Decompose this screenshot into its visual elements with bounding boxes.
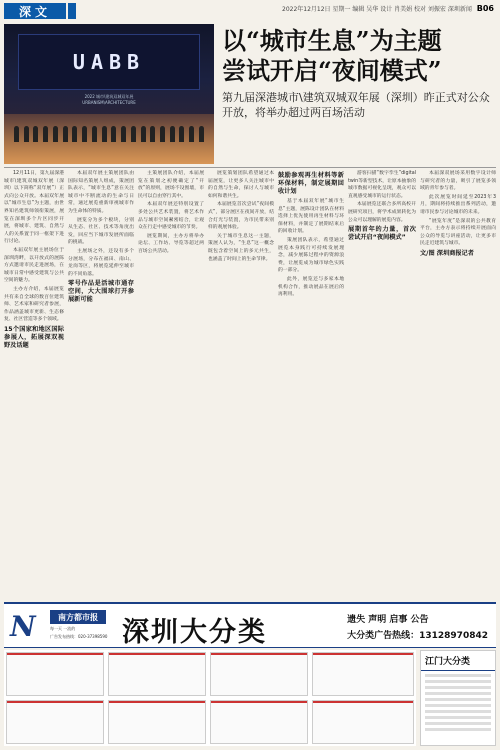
paragraph: 展览策划团队希望通过本届展览，让更多人关注城市中的自然与生命，探讨人与城市如何和谐共生。 [208,171,274,199]
jiangmen-lines [421,671,495,737]
listing-cell [108,700,206,744]
paragraph: 主办方介绍，本届展览共有来自全球的数百位建筑师、艺术家和研究者参展，作品涵盖城市更新、生态修复、社区营造等多个领域。 [4,286,64,323]
paragraph: 本届深双展场采用数字设计师与研究者的力量，吸引了展览多领域的青年参与者。 [420,171,496,192]
article-column-1 [4,170,64,660]
paragraph: 基于本届双年展“城市生息”主题，展陈设计团队在材料选择上优先使用再生材料与环保材料，并制定了展期结束后的回收计划。 [278,199,344,235]
ad-categories: 遗失 声明 启事 公告 [347,615,429,625]
listing-cell [210,652,308,696]
ad-phone: 大分类广告热线：13128970842 [347,631,488,641]
page-meta [282,4,494,13]
paragraph: 本届双年展主策展团队由国际知名策展人组成，策展团队表示，“城市生息”意在关注城市中不断流动的生命与日常，通过展览重新审视城市作为生命体的特质。 [68,171,134,214]
paragraph: 本届双年展还特别设置了多处公共艺术装置，将艺术作品与城市空间紧密结合，让观众在行走中感受城市的节奏。 [138,202,204,231]
paragraph: “展览年度”是深双的公共教育平台，主办方表示将持续开展面向公众的导览与讲座活动，让更多市民走近建筑与城市。 [420,218,496,247]
section-divider [4,167,496,168]
paragraph: 展览分为多个板块，分别从生态、社区、技术等角度出发，回应当下城市发展所面临的挑战。 [68,217,134,246]
classified-listings [4,650,416,746]
stage-screen [18,34,200,90]
listing-cell [6,700,104,744]
newspaper-logo-icon: N [10,610,36,643]
stage-screen-text: UABB [72,50,146,74]
ad-hotline: 广告发布热线：020-37398590 [50,634,108,639]
newspaper-slogan: 每一天 一流的 [50,626,76,631]
byline: 文/图 深圳商报记者 [420,249,474,257]
listing-cell [6,652,104,696]
subsection-title-1: 15个国家和地区国际参展人，拓展深双视野及话题 [4,325,64,349]
paragraph: 展览期间，主办方将举办论坛、工作坊、导览等超过两百场公共活动。 [138,233,204,254]
listing-cell [312,700,414,744]
headline-line-1: 以“城市生息”为主题 [222,26,442,55]
jiangmen-title: 江门大分类 [421,651,495,671]
subsection-title-2: 零号作品是活城市通存空间，大大围球打开参展新可能 [68,280,134,304]
page-label: 深圳新闻 [447,6,472,13]
paragraph: 12月11日，第九届深港城市\建筑双城双年展（深圳）以下简称“双年展”）正式向公众开放。本届双年展以“城市生息”为主题，由世界知名建筑师领衔策展，展览在深圳多个片区同步开展，将城市、建筑、自然与人的关系置于同一框架下进行讨论。 [4,171,64,245]
listing-cell [312,652,414,696]
ad-info [347,612,488,641]
headline [222,26,496,86]
paragraph: 此次展览时间延至2023年3月，期间将持续推出系列活动，邀请市民参与讨论城市的未来。 [420,194,496,215]
article-column-2 [68,170,134,660]
audience-silhouettes [14,122,204,142]
listing-cell [108,652,206,696]
news-photo [4,24,214,164]
paragraph: 关于城市生息这一主题，策展人认为，“生息”这一概念既包含着空间上的多元共生，也涵盖了时间上的生命节律。 [208,233,274,262]
paragraph: 主展场之外，还设有多个分展场，分布在福田、南山、龙岗等区，将展览延伸至城市的不同角落。 [68,248,134,277]
paragraph: 本届展览还联合多所高校开展研究项目，将学术成果转化为公众可以理解的展览内容。 [348,202,416,223]
section-tab [4,3,66,19]
subheadline: 第九届深港城市\建筑双城双年展（深圳）昨正式对公众开放，将举办超过两百场活动 [222,91,490,119]
page-header [0,0,500,20]
newspaper-brand: 南方都市报 [50,610,106,624]
paragraph: 本届展览首次尝试“夜间模式”，部分展区在夜间开放，结合灯光与装置，为市民带来别样的观展体验。 [208,202,274,231]
paragraph: 策展团队表示，希望通过展览本身践行可持续发展理念，减少展陈过程中的资源浪费，让展览成为城市绿色实践的一部分。 [278,237,344,274]
article-column-7 [420,170,496,660]
article-column-6 [348,170,416,660]
paragraph: 此外，展览还与多家本地机构合作，推动展品在展后的再利用。 [278,276,344,298]
edition-meta: 2022年12月12日 星期一 编辑 吴华 设计 肖美娟 校对 刘振宏 [282,6,446,13]
article-column-3 [138,170,204,660]
classified-ad-banner [4,602,496,648]
paragraph: 主策展团队介绍，本届展览在策划之初便确定了“开放”的原则，展场不设围墙，市民可以自由穿行其中。 [138,171,204,199]
classified-title: 深圳大分类 [122,617,267,648]
stage-caption: 2022 城市\建筑双城双年展 URBANISM\ARCHITECTURE [82,94,136,105]
paragraph: 游客扫描“数字孪生”digital twin等新型技术，让原本抽象的城市数据可视化呈现，观众可以直观感受城市的运行状态。 [348,171,416,199]
subsection-title-3: 鼓励参观再生材料等新环保材料，制定展期回收计划 [278,172,344,195]
subsection-title-4: 展期首年的力量，首次尝试开启“夜间模式” [348,226,416,242]
listing-cell [210,700,308,744]
jiangmen-classifieds [420,650,496,746]
article-column-5 [278,170,344,660]
section-label: 深文 [18,4,51,19]
paragraph: 本届双年展主展场位于深圳湾畔，以开放式的展陈方式邀请市民走进展场，在城市日常中感受建筑与公共空间的魅力。 [4,247,64,284]
page-number: B06 [476,4,494,13]
section-tab-bar [68,3,76,19]
article-column-4 [208,170,274,660]
headline-line-2: 尝试开启“夜间模式” [222,56,442,85]
